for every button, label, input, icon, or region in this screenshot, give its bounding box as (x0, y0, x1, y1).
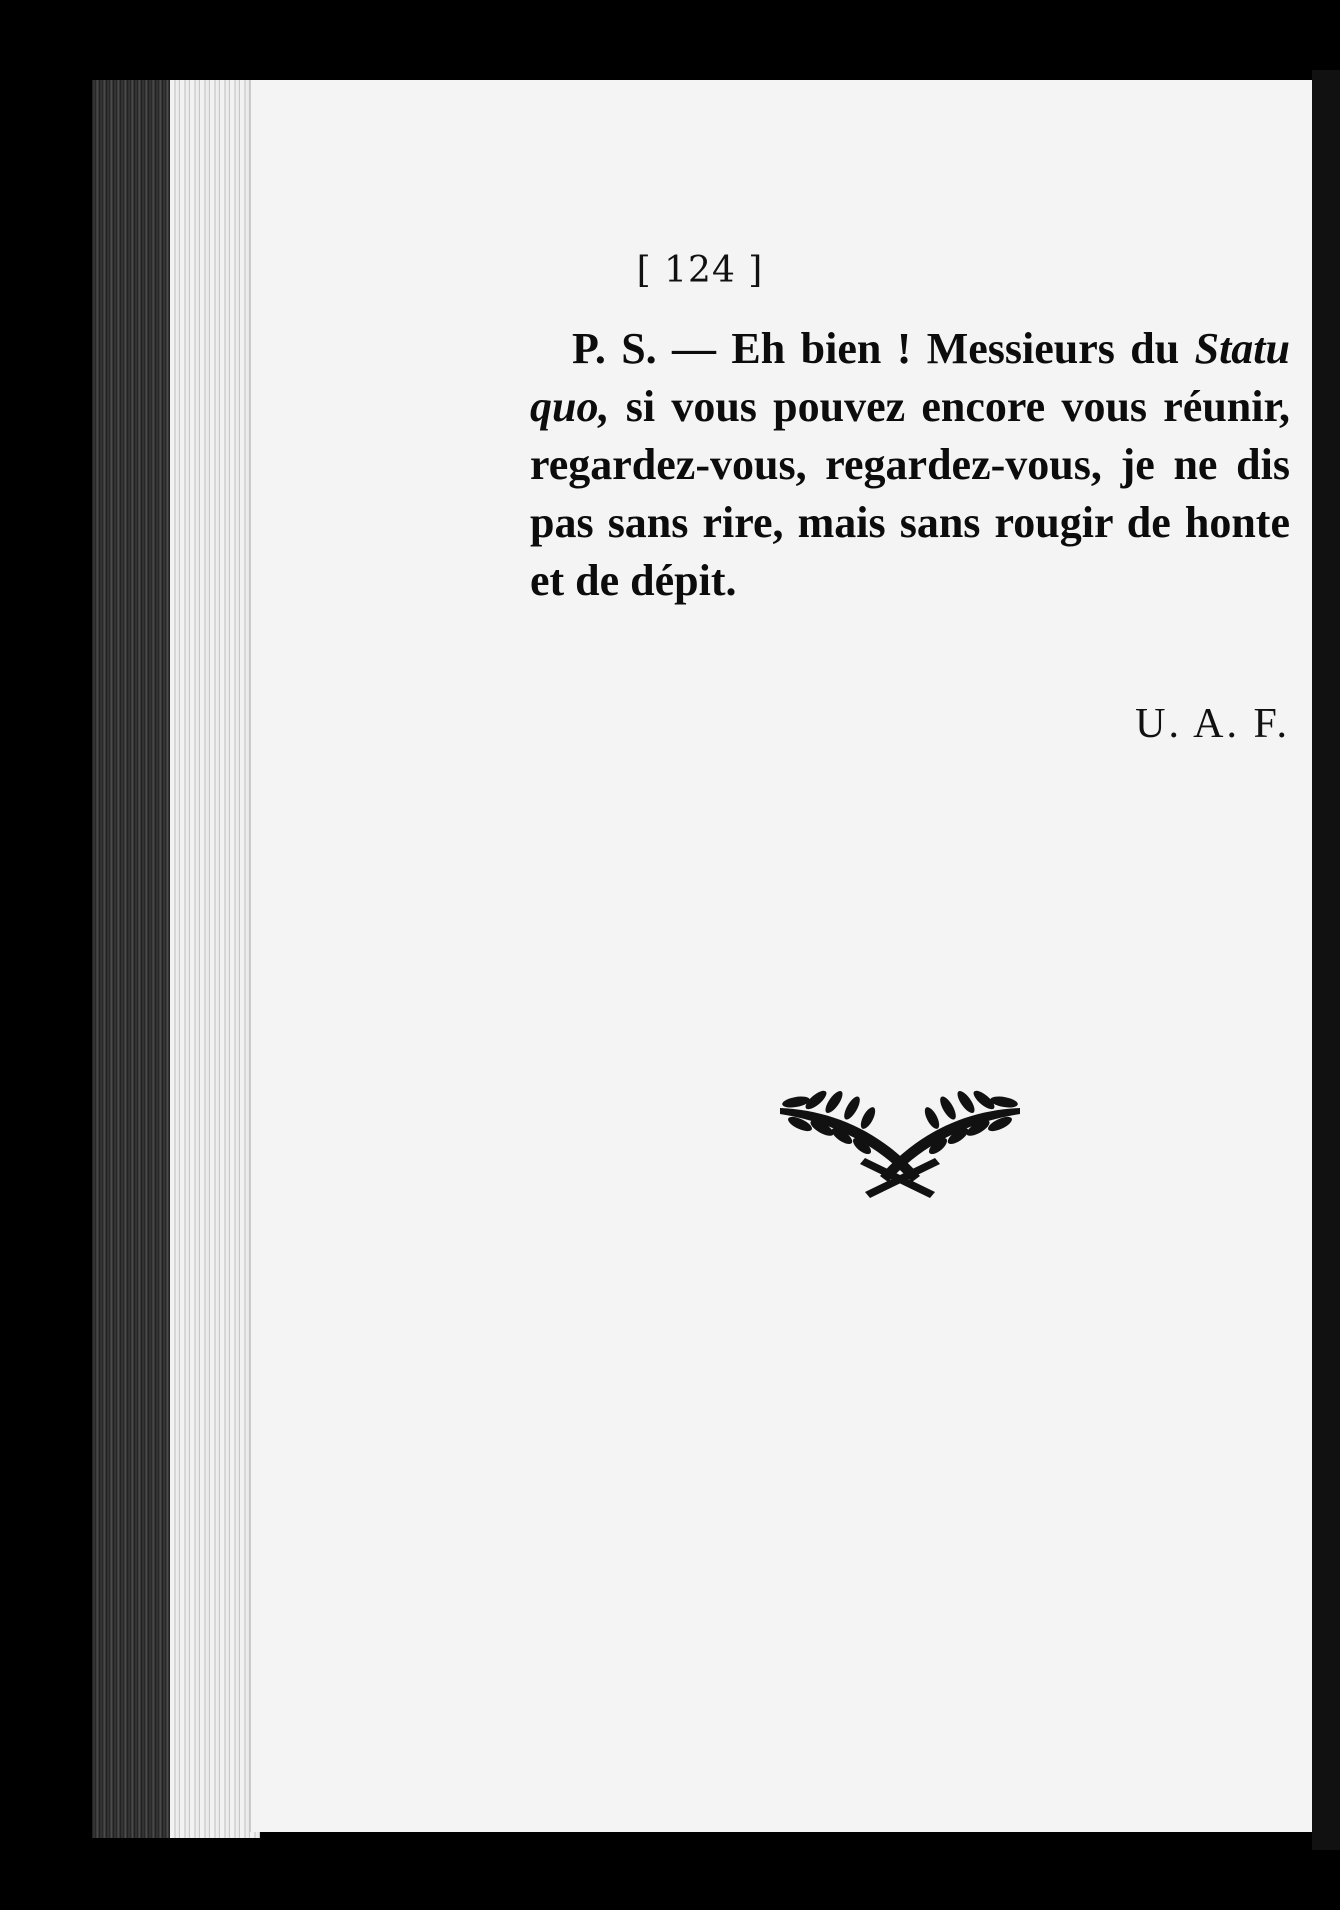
postscript-paragraph (530, 320, 1290, 610)
page-number: [ 124 ] (636, 250, 764, 291)
crossed-palm-branches-icon (770, 1080, 1030, 1200)
postscript-rest: si vous pouvez encore vous réunir, regardez-vous, regardez-vous, je ne dis pas sans rire, mais sans rougir de honte et de dépit. (530, 382, 1290, 605)
postscript-italic: Statu quo, (530, 324, 1290, 431)
postscript-text (530, 320, 1290, 610)
postscript-lead: P. S. — Eh bien ! Messieurs du (572, 324, 1195, 373)
signature-initials: U. A. F. (1135, 701, 1290, 747)
book-spine (92, 80, 182, 1838)
facing-page-edge (1312, 70, 1340, 1850)
page-edges (170, 80, 260, 1838)
book-page (250, 80, 1312, 1832)
